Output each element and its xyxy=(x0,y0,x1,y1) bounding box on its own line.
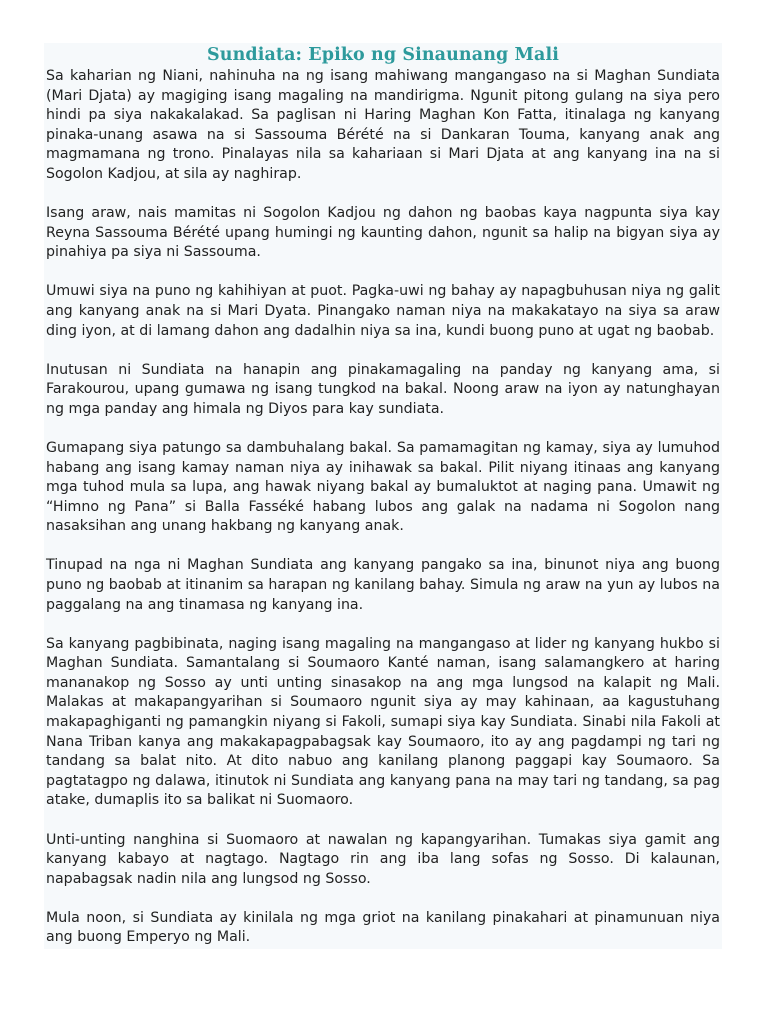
paragraph: Isang araw, nais mamitas ni Sogolon Kadjou ng dahon ng baobas kaya nagpunta siya kay Reyna Sassouma Bérété upang humingi ng kaunting dahon, ngunit sa halip na bigyan siya ay pinahiya pa siya ni Sassouma. xyxy=(46,205,720,261)
paragraph: Sa kaharian ng Niani, nahinuha na ng isang mahiwang mangangaso na si Maghan Sundiata (Mari Djata) ay magiging isang magaling na mandirigma. Ngunit pitong gulang na siya pero hindi pa siya nakakalakad. Sa paglisan ni Haring Maghan Kon Fatta, itinalaga ng kanyang pinaka-unang asawa na si Sassouma Bérété na si Dankaran Touma, kanyang anak ang magmamana ng trono. Pinalayas nila sa kahariaan si Mari Djata at ang kanyang ina na si Sogolon Kadjou, at sila ay naghirap. xyxy=(46,68,720,182)
paragraph: Mula noon, si Sundiata ay kinilala ng mga griot na kanilang pinakahari at pinamunuan niya ang buong Emperyo ng Mali. xyxy=(46,909,720,946)
paragraph: Inutusan ni Sundiata na hanapin ang pinakamagaling na panday ng kanyang ama, si Farakourou, upang gumawa ng isang tungkod na bakal. Noong araw na iyon ay natunghayan ng mga panday ang himala ng Diyos para kay sundiata. xyxy=(46,361,720,417)
paragraph: Unti-unting nanghina si Suomaoro at nawalan ng kapangyarihan. Tumakas siya gamit ang kanyang kabayo at nagtago. Nagtago rin ang iba lang sofas ng Sosso. Di kalaunan, napabagsak nadin nila ang lungsod ng Sosso. xyxy=(46,831,720,887)
paragraph: Umuwi siya na puno ng kahihiyan at puot. Pagka-uwi ng bahay ay napagbuhusan niya ng galit ang kanyang anak na si Mari Dyata. Pinangako naman niya na makakatayo na siya sa araw ding iyon, at di lamang dahon ang dadalhin niya sa ina, kundi buong puno at ugat ng baobab. xyxy=(46,283,720,339)
paragraph: Sa kanyang pagbibinata, naging isang magaling na mangangaso at lider ng kanyang hukbo si Maghan Sundiata. Samantalang si Soumaoro Kanté naman, isang salamangkero at haring mananakop ng Sosso ay unti unting sinasakop na ang mga lungsod na kalapit ng Mali. Malakas at makapangyarihan si Soumaoro ngunit siya ay may kahinaan, aa kagustuhang makapaghiganti ng pamangkin niyang si Fakoli, sumapi siya kay Sundiata. Sinabi nila Fakoli at Nana Triban kanya ang makakapagpabagsak kay Soumaoro, ito ay ang pagdampi ng tari ng tandang sa balat nito. At dito nabuo ang kanilang planong paggapi kay Soumaoro. Sa pagtatagpo ng dalawa, itinutok ni Sundiata ang kanyang pana na may tari ng tandang, sa pag atake, dumaplis ito sa balikat ni Suomaoro. xyxy=(46,635,720,809)
document-title: Sundiata: Epiko ng Sinaunang Mali xyxy=(207,45,559,65)
paragraph: Tinupad na nga ni Maghan Sundiata ang kanyang pangako sa ina, binunot niya ang buong puno ng baobab at itinanim sa harapan ng kanilang bahay. Simula ng araw na yun ay lubos na paggalang na ang tinamasa ng kanyang ina. xyxy=(46,557,720,613)
document-page xyxy=(44,43,722,949)
paragraph: Gumapang siya patungo sa dambuhalang bakal. Sa pamamagitan ng kamay, siya ay lumuhod habang ang isang kamay naman niya ay inihawak sa bakal. Pilit niyang itinaas ang kanyang mga tuhod mula sa lupa, ang hawak niyang bakal ay bumaluktot at naging pana. Umawit ng “Himno ng Pana” si Balla Fasséké habang lubos ang galak na nadama ni Sogolon nang nasaksihan ang unang hakbang ng kanyang anak. xyxy=(46,439,720,535)
